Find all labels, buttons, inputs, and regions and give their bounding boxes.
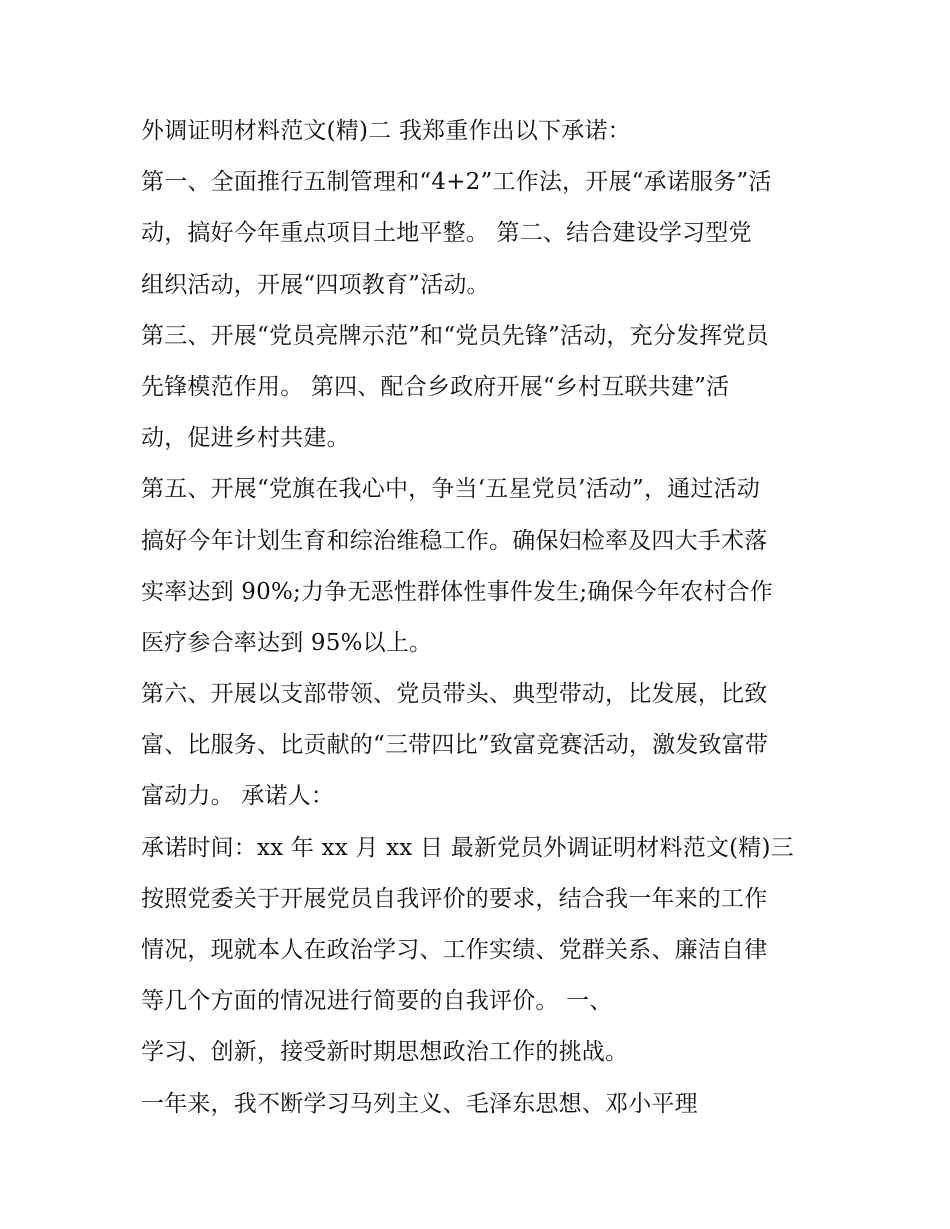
text-line: 情况，现就本人在政治学习、工作实绩、党群关系、廉洁自律 [141,937,768,963]
text-line: 第六、开展以支部带领、党员带头、典型带动，比发展，比致 [141,681,768,708]
text-line: 一年来，我不断学习马列主义、毛泽东思想、邓小平理 [141,1090,698,1117]
text-line: 第五、开展“党旗在我心中，争当‘五星党员’活动”，通过活动 [141,476,760,503]
text-line: 医疗参合率达到 95%以上。 [141,629,433,656]
text-line: 先锋模范作用。 第四、配合乡政府开展“乡村互联共建”活 [141,373,730,400]
text-line: 动，搞好今年重点项目土地平整。 第二、结合建设学习型党 [141,220,752,247]
text-line: 动，促进乡村共建。 [141,425,350,452]
text-line: 实率达到 90%;力争无恶性群体性事件发生;确保今年农村合作 [141,578,773,605]
text-line: 第三、开展“党员亮牌示范”和“党员先锋”活动，充分发挥党员 [141,322,769,349]
text-line: 组织活动，开展“四项教育”活动。 [141,271,490,298]
document-body [141,106,831,1130]
text-line: 承诺时间：xx 年 xx 月 xx 日 最新党员外调证明材料范文(精)三 [141,834,794,861]
text-line: 搞好今年计划生育和综治维稳工作。确保妇检率及四大手术落 [141,527,768,554]
text-line: 外调证明材料范文(精)二 我郑重作出以下承诺： [141,118,631,144]
text-line: 富动力。 承诺人： [141,783,335,810]
text-line: 等几个方面的情况进行简要的自我评价。 一、 [141,988,613,1015]
text-line: 第一、全面推行五制管理和“4+2”工作法，开展“承诺服务”活 [141,169,772,196]
text-line: 按照党委关于开展党员自我评价的要求，结合我一年来的工作 [141,885,768,912]
text-line: 富、比服务、比贡献的“三带四比”致富竞赛活动，激发致富带 [141,732,769,759]
text-line: 学习、创新，接受新时期思想政治工作的挑战。 [141,1039,629,1066]
